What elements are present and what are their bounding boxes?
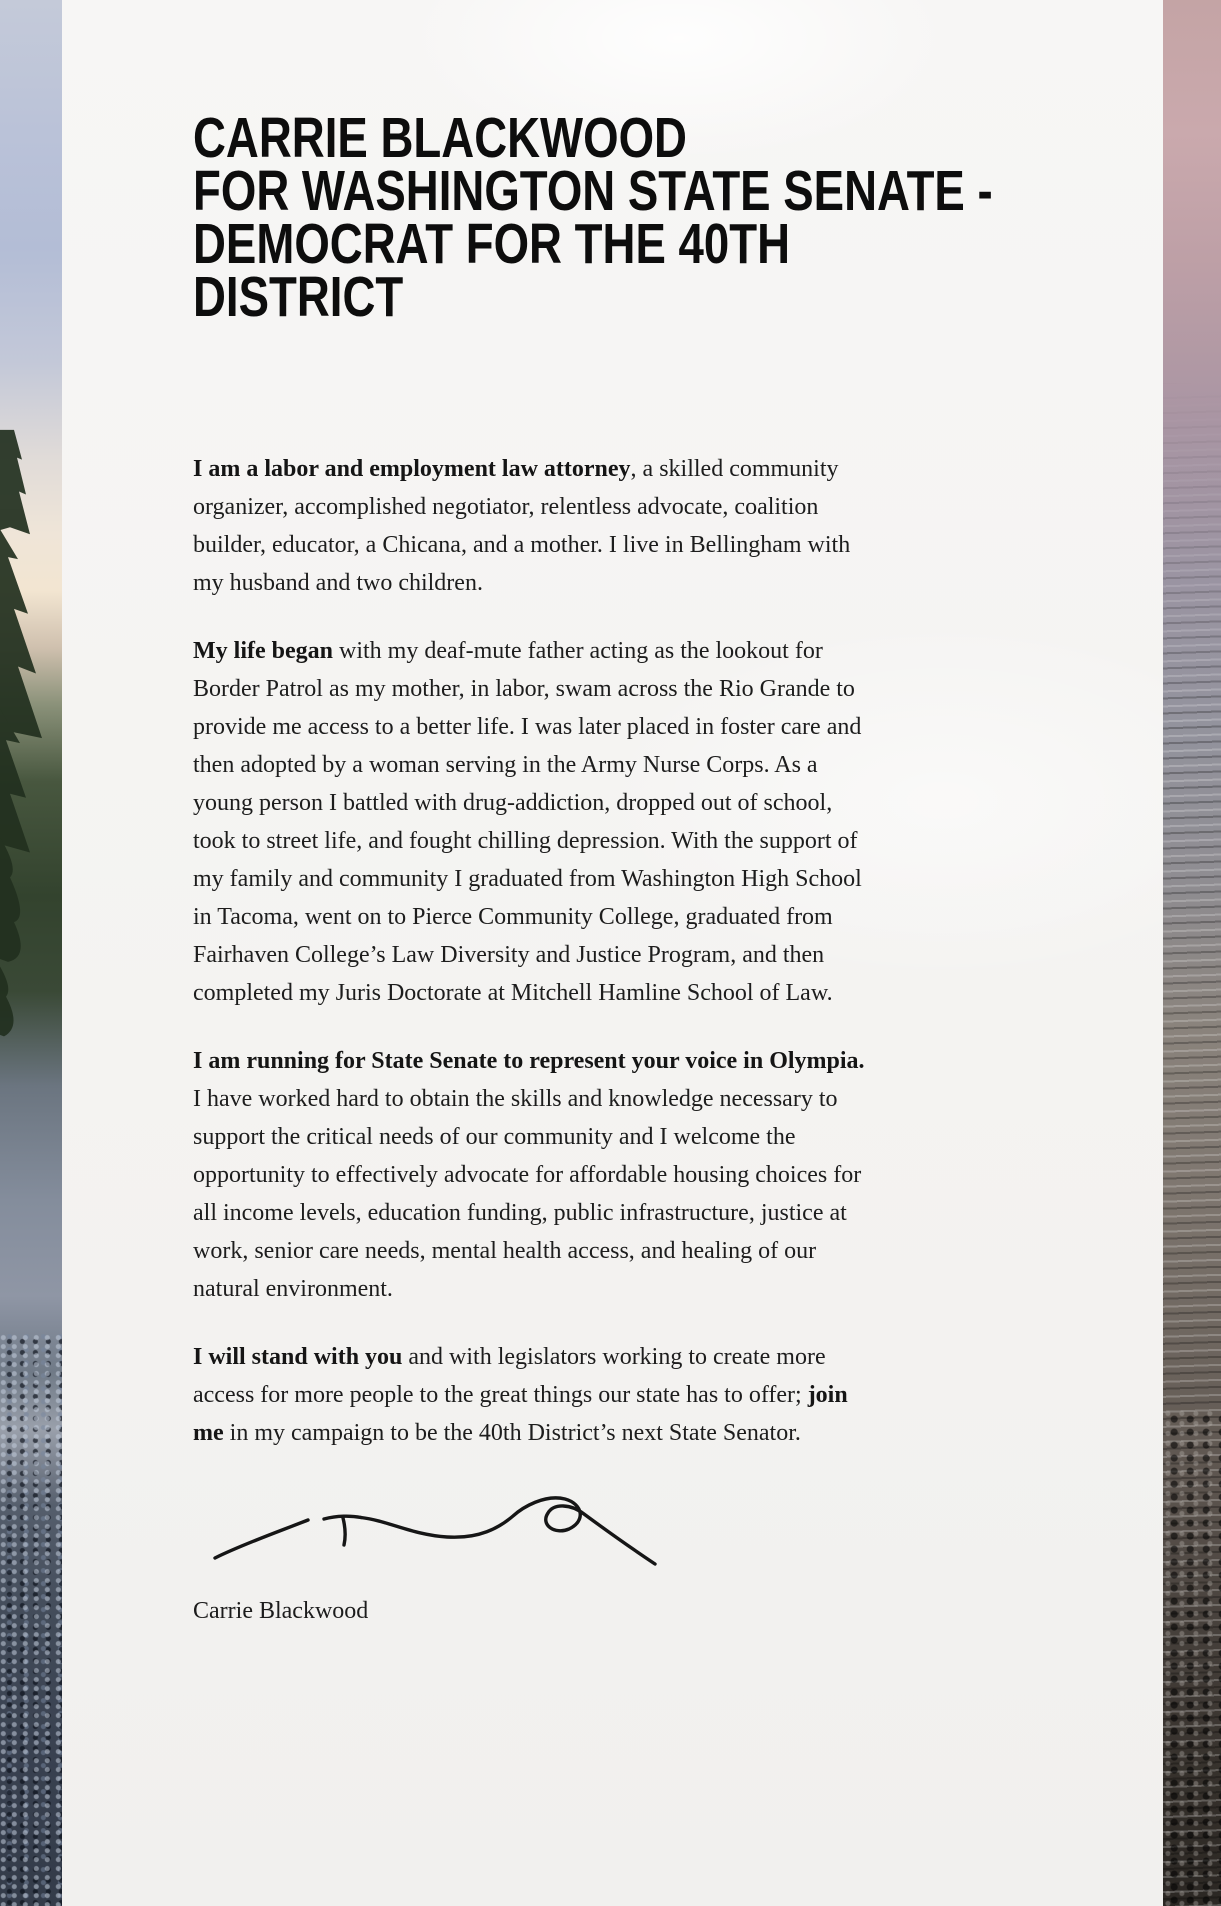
content-column (62, 106, 1013, 1628)
background-photo-left-strip (0, 0, 62, 1906)
statement-paragraph: I am a labor and employment law attorney, a skilled community organizer, accomplished negotiator, relentless advocate, coalition builder, educator, a Chicana, and a mother. I live in Bellingham with my husband and two children. (193, 456, 851, 596)
signature-name: Carrie Blackwood (193, 1598, 369, 1624)
page-title (193, 106, 1013, 329)
page-title-line: FOR WASHINGTON STATE SENATE - (193, 159, 993, 223)
page-title-line: DISTRICT (193, 265, 404, 329)
statement-paragraph: I am running for State Senate to represent your voice in Olympia. I have worked hard to obtain the skills and knowledge necessary to support the critical needs of our community and I welcome the opportunity to effectively advocate for affordable housing choices for all income levels, education funding, public infrastructure, justice at work, senior care needs, mental health access, and healing of our natural environment. (193, 1048, 865, 1302)
signature-image (211, 1484, 661, 1574)
page-title-line: CARRIE BLACKWOOD (193, 106, 687, 170)
fir-trees-silhouette-graphic (0, 400, 62, 1086)
candidate-statement (193, 450, 873, 1452)
statement-paragraph: I will stand with you and with legislators working to create more access for more people to the great things our state has to offer; join me in my campaign to be the 40th District’s next State Senator. (193, 1344, 848, 1446)
statement-paragraph: My life began with my deaf-mute father acting as the lookout for Border Patrol as my mother, in labor, swam across the Rio Grande to provide me access to a better life. I was later placed in foster care and then adopted by a woman serving in the Army Nurse Corps. As a young person I battled with drug-addiction, dropped out of school, took to street life, and fought chilling depression. With the support of my family and community I graduated from Washington High School in Tacoma, went on to Pierce Community College, graduated from Fairhaven College’s Law Diversity and Justice Program, and then completed my Juris Doctorate at Mitchell Hamline School of Law. (193, 638, 862, 1006)
content-panel (62, 0, 1163, 1906)
page-title-line: DEMOCRAT FOR THE 40TH (193, 212, 791, 276)
background-photo-right-strip (1163, 0, 1221, 1906)
